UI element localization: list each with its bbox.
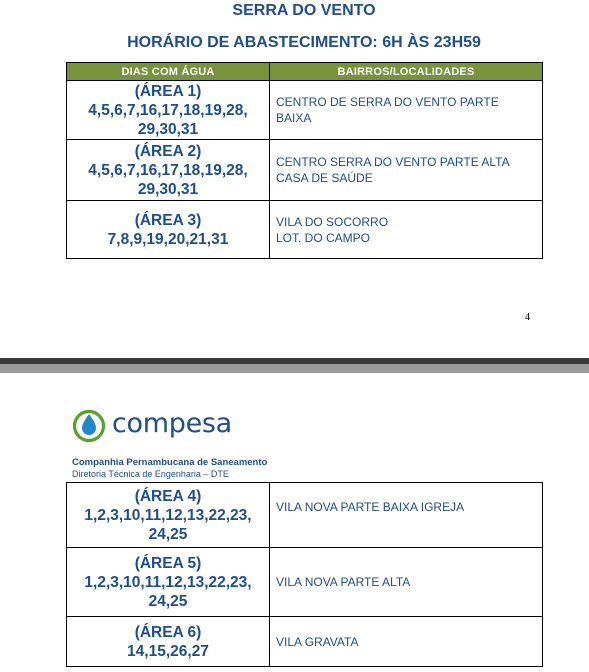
place-line: VILA NOVA PARTE BAIXA IGREJA bbox=[276, 500, 465, 514]
header-neighborhoods: BAIRROS/LOCALIDADES bbox=[270, 63, 543, 81]
place-line: VILA DO SOCORRO bbox=[276, 214, 389, 229]
table-row bbox=[67, 617, 543, 667]
area-label: (ÁREA 3) bbox=[134, 211, 202, 229]
days-cell bbox=[67, 483, 270, 548]
table-row bbox=[67, 140, 543, 201]
document-page-5 bbox=[0, 373, 589, 672]
places-cell bbox=[270, 140, 543, 201]
area-label: (ÁREA 6) bbox=[134, 623, 202, 641]
area-label: (ÁREA 4) bbox=[134, 487, 202, 505]
page-number: 4 bbox=[525, 312, 530, 323]
days-cell bbox=[67, 201, 270, 259]
table-header-row bbox=[67, 63, 543, 81]
table-row bbox=[67, 483, 543, 548]
compesa-logo-text: compesa bbox=[112, 408, 232, 439]
compesa-drop-logo-icon bbox=[72, 408, 106, 442]
table-row bbox=[67, 548, 543, 617]
days-line: 24,25 bbox=[148, 592, 188, 610]
days-line: 4,5,6,7,16,17,18,19,28, bbox=[88, 101, 248, 119]
schedule-table-2 bbox=[66, 482, 543, 667]
area-label: (ÁREA 5) bbox=[134, 554, 202, 572]
days-line: 7,8,9,19,20,21,31 bbox=[107, 230, 229, 248]
days-line: 1,2,3,10,11,12,13,22,23, bbox=[84, 506, 252, 524]
places-cell bbox=[270, 548, 543, 617]
company-name: Companhia Pernambucana de Saneamento bbox=[72, 457, 268, 468]
days-line: 4,5,6,7,16,17,18,19,28, bbox=[88, 161, 248, 179]
days-line: 14,15,26,27 bbox=[127, 642, 209, 660]
place-line: LOT. DO CAMPO bbox=[276, 230, 371, 245]
days-line: 29,30,31 bbox=[137, 120, 199, 138]
page-separator-shadow bbox=[0, 358, 589, 364]
places-cell bbox=[270, 483, 543, 548]
days-line: 24,25 bbox=[148, 525, 188, 543]
place-line: CASA DE SAÚDE bbox=[276, 171, 373, 185]
place-line: BAIXA bbox=[276, 111, 312, 125]
place-line: VILA GRAVATA bbox=[276, 634, 359, 649]
days-line: 1,2,3,10,11,12,13,22,23, bbox=[84, 573, 252, 591]
places-cell bbox=[270, 617, 543, 667]
area-label: (ÁREA 1) bbox=[134, 82, 202, 100]
place-line: CENTRO SERRA DO VENTO PARTE ALTA bbox=[276, 155, 510, 169]
days-cell bbox=[67, 140, 270, 201]
schedule-table-1 bbox=[66, 62, 543, 259]
supply-schedule-subtitle: HORÁRIO DE ABASTECIMENTO: 6H ÀS 23H59 bbox=[127, 34, 481, 51]
header-days-with-water: DIAS COM ÁGUA bbox=[67, 63, 270, 81]
places-cell bbox=[270, 201, 543, 259]
directorate-name: Diretoria Técnica de Engenharia – DTE bbox=[72, 469, 229, 479]
table-row bbox=[67, 201, 543, 259]
days-cell bbox=[67, 617, 270, 667]
days-line: 29,30,31 bbox=[137, 180, 199, 198]
days-cell bbox=[67, 81, 270, 140]
place-line: VILA NOVA PARTE ALTA bbox=[276, 575, 411, 589]
document-title: SERRA DO VENTO bbox=[232, 2, 376, 19]
area-label: (ÁREA 2) bbox=[134, 142, 202, 160]
days-cell bbox=[67, 548, 270, 617]
place-line: CENTRO DE SERRA DO VENTO PARTE bbox=[276, 95, 499, 109]
places-cell bbox=[270, 81, 543, 140]
table-row bbox=[67, 81, 543, 140]
